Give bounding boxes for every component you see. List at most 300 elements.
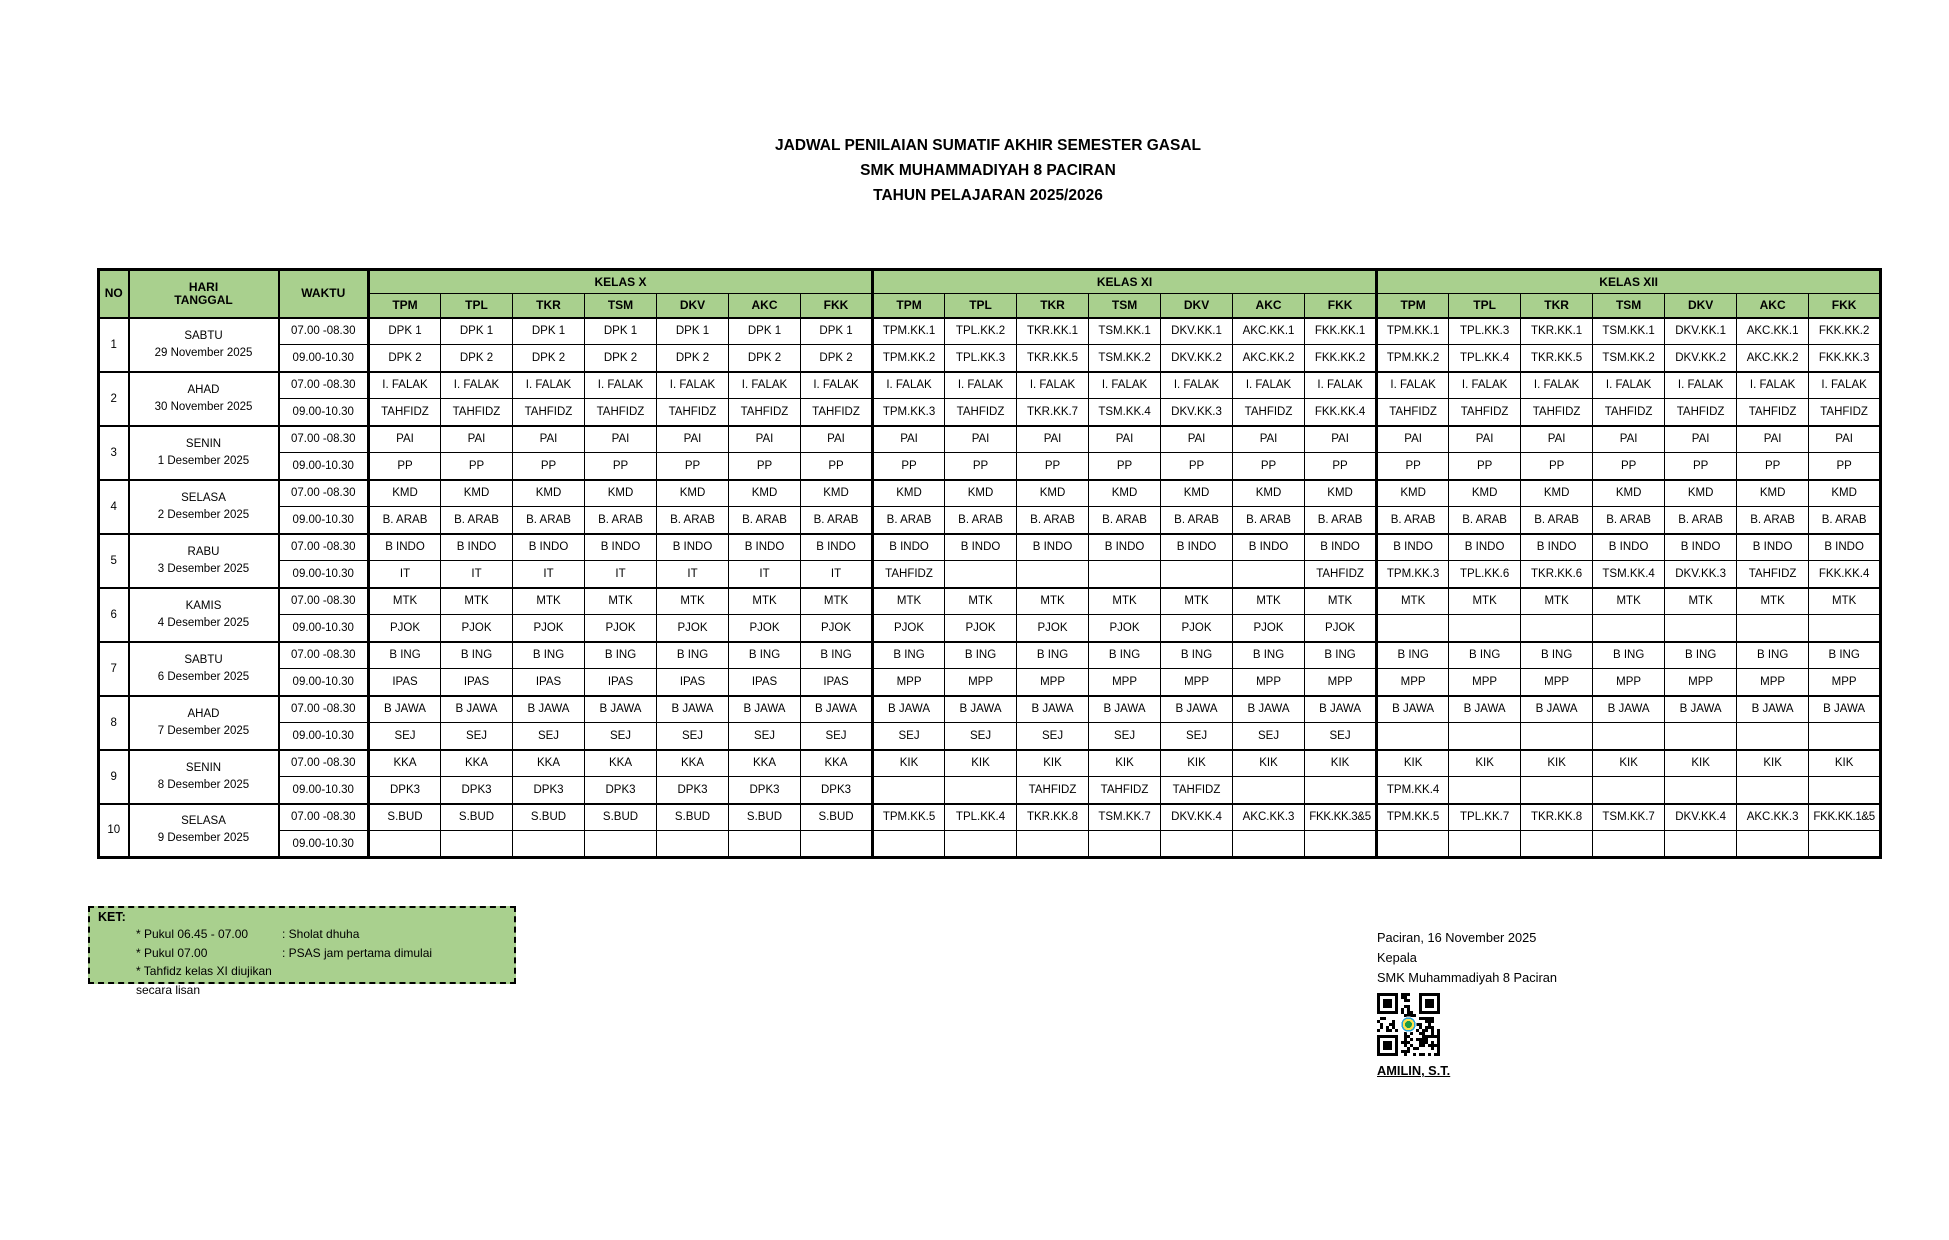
schedule-cell: MTK (1665, 588, 1737, 615)
schedule-cell: DKV.KK.2 (1161, 345, 1233, 372)
schedule-cell: TAHFIDZ (1809, 399, 1881, 426)
schedule-cell: PP (1089, 453, 1161, 480)
schedule-cell: B INDO (801, 534, 873, 561)
time-cell: 07.00 -08.30 (279, 426, 369, 453)
schedule-body (99, 318, 1881, 858)
group-header-kelas-xi: KELAS XI (873, 270, 1377, 294)
schedule-cell: DPK3 (441, 777, 513, 804)
schedule-cell: MTK (945, 588, 1017, 615)
schedule-cell: PJOK (1233, 615, 1305, 642)
schedule-cell: B. ARAB (873, 507, 945, 534)
schedule-cell (1233, 777, 1305, 804)
legend-item-label: * Pukul 07.00 (136, 945, 208, 960)
schedule-cell: B JAWA (1305, 696, 1377, 723)
schedule-cell (1593, 615, 1665, 642)
schedule-cell: PJOK (1161, 615, 1233, 642)
schedule-cell: B JAWA (441, 696, 513, 723)
schedule-cell (1737, 615, 1809, 642)
schedule-cell: TKR.KK.1 (1521, 318, 1593, 345)
schedule-cell: TSM.KK.7 (1593, 804, 1665, 831)
schedule-cell: TPM.KK.1 (1377, 318, 1449, 345)
schedule-cell (1665, 777, 1737, 804)
schedule-cell: KMD (513, 480, 585, 507)
schedule-cell: MTK (369, 588, 441, 615)
schedule-cell: B JAWA (1161, 696, 1233, 723)
schedule-cell: PAI (1161, 426, 1233, 453)
time-cell: 09.00-10.30 (279, 453, 369, 480)
schedule-cell: PP (729, 453, 801, 480)
legend-item-label: * Tahfidz kelas XI diujikan secara lisan (136, 964, 272, 997)
schedule-cell (1017, 561, 1089, 588)
schedule-cell: TPM.KK.2 (873, 345, 945, 372)
schedule-cell: MPP (1377, 669, 1449, 696)
schedule-cell: B JAWA (369, 696, 441, 723)
schedule-cell: B INDO (1161, 534, 1233, 561)
schedule-cell: KMD (1449, 480, 1521, 507)
schedule-cell: B. ARAB (441, 507, 513, 534)
schedule-cell: SEJ (1089, 723, 1161, 750)
header-time: WAKTU (279, 270, 369, 318)
schedule-cell: B. ARAB (1521, 507, 1593, 534)
schedule-cell: AKC.KK.2 (1233, 345, 1305, 372)
schedule-cell: SEJ (1017, 723, 1089, 750)
row-number: 8 (99, 696, 129, 750)
schedule-cell: B. ARAB (1449, 507, 1521, 534)
schedule-cell (1377, 615, 1449, 642)
schedule-cell (945, 777, 1017, 804)
schedule-cell: B ING (729, 642, 801, 669)
schedule-cell: KMD (369, 480, 441, 507)
row-number: 4 (99, 480, 129, 534)
schedule-cell: B ING (1233, 642, 1305, 669)
schedule-cell: KMD (1521, 480, 1593, 507)
schedule-cell: IT (441, 561, 513, 588)
schedule-cell: PAI (1665, 426, 1737, 453)
schedule-cell: TAHFIDZ (801, 399, 873, 426)
schedule-cell: B INDO (513, 534, 585, 561)
schedule-cell: PAI (1449, 426, 1521, 453)
schedule-cell: KMD (945, 480, 1017, 507)
schedule-cell: KIK (1809, 750, 1881, 777)
schedule-cell: B ING (1017, 642, 1089, 669)
schedule-cell (1161, 561, 1233, 588)
schedule-cell: B ING (513, 642, 585, 669)
schedule-cell: PAI (1737, 426, 1809, 453)
schedule-cell: MPP (1017, 669, 1089, 696)
schedule-cell: I. FALAK (1809, 372, 1881, 399)
schedule-cell: TSM.KK.1 (1089, 318, 1161, 345)
schedule-cell: IT (369, 561, 441, 588)
schedule-cell: KIK (1737, 750, 1809, 777)
schedule-cell: MTK (1017, 588, 1089, 615)
schedule-cell: PP (1593, 453, 1665, 480)
schedule-cell: S.BUD (513, 804, 585, 831)
schedule-cell: I. FALAK (1017, 372, 1089, 399)
column-header-tpm: TPM (873, 294, 945, 318)
schedule-cell: DKV.KK.3 (1665, 561, 1737, 588)
title-line-1: JADWAL PENILAIAN SUMATIF AKHIR SEMESTER GASAL (775, 137, 1201, 154)
schedule-cell: SEJ (945, 723, 1017, 750)
schedule-cell: B JAWA (1017, 696, 1089, 723)
schedule-cell: PP (873, 453, 945, 480)
schedule-cell: B INDO (729, 534, 801, 561)
day-date: 8 Desember 2025 (157, 778, 250, 791)
schedule-cell: TSM.KK.2 (1593, 345, 1665, 372)
schedule-cell (441, 831, 513, 858)
schedule-cell: KMD (1809, 480, 1881, 507)
day-date-cell (129, 750, 279, 804)
schedule-cell: PP (1017, 453, 1089, 480)
schedule-cell: TAHFIDZ (729, 399, 801, 426)
schedule-cell: B JAWA (801, 696, 873, 723)
schedule-cell (1377, 831, 1449, 858)
schedule-cell: MPP (873, 669, 945, 696)
schedule-cell: TAHFIDZ (1233, 399, 1305, 426)
legend-title: KET: (98, 910, 126, 924)
schedule-cell (1809, 615, 1881, 642)
column-header-tkr: TKR (513, 294, 585, 318)
day-date: 2 Desember 2025 (157, 508, 250, 521)
schedule-cell: PAI (1377, 426, 1449, 453)
schedule-cell: PP (1521, 453, 1593, 480)
schedule-cell: PAI (369, 426, 441, 453)
schedule-cell: TKR.KK.8 (1017, 804, 1089, 831)
header-day-date (129, 270, 279, 318)
schedule-cell (657, 831, 729, 858)
schedule-cell: B. ARAB (1305, 507, 1377, 534)
schedule-cell: DPK3 (801, 777, 873, 804)
schedule-cell: PAI (801, 426, 873, 453)
schedule-cell (1593, 777, 1665, 804)
day-date-cell (129, 426, 279, 480)
schedule-cell: I. FALAK (1449, 372, 1521, 399)
schedule-cell (873, 777, 945, 804)
schedule-cell: PP (1161, 453, 1233, 480)
schedule-cell: TPM.KK.5 (1377, 804, 1449, 831)
schedule-cell: DPK3 (729, 777, 801, 804)
schedule-cell: TAHFIDZ (1593, 399, 1665, 426)
schedule-cell: AKC.KK.1 (1737, 318, 1809, 345)
schedule-cell: PP (1233, 453, 1305, 480)
schedule-cell: PP (945, 453, 1017, 480)
schedule-cell: PJOK (801, 615, 873, 642)
schedule-cell: PP (585, 453, 657, 480)
schedule-cell: FKK.KK.3 (1809, 345, 1881, 372)
schedule-cell: FKK.KK.3&5 (1305, 804, 1377, 831)
schedule-cell: MTK (1593, 588, 1665, 615)
day-date: 7 Desember 2025 (157, 724, 250, 737)
schedule-cell: B INDO (1737, 534, 1809, 561)
schedule-cell: KMD (1017, 480, 1089, 507)
schedule-cell: SEJ (1233, 723, 1305, 750)
column-header-fkk: FKK (801, 294, 873, 318)
schedule-cell: DPK 1 (585, 318, 657, 345)
schedule-cell: TPM.KK.2 (1377, 345, 1449, 372)
qr-code-icon (1377, 993, 1440, 1056)
schedule-cell: SEJ (1305, 723, 1377, 750)
schedule-cell (1089, 561, 1161, 588)
schedule-cell: B ING (801, 642, 873, 669)
schedule-cell: B ING (945, 642, 1017, 669)
schedule-cell (1593, 723, 1665, 750)
schedule-cell: B. ARAB (585, 507, 657, 534)
schedule-cell: B JAWA (1233, 696, 1305, 723)
schedule-cell (1161, 831, 1233, 858)
schedule-cell: KIK (1161, 750, 1233, 777)
time-cell: 07.00 -08.30 (279, 534, 369, 561)
schedule-cell: I. FALAK (945, 372, 1017, 399)
schedule-cell: B. ARAB (729, 507, 801, 534)
schedule-cell: B JAWA (1593, 696, 1665, 723)
schedule-cell: PP (657, 453, 729, 480)
schedule-cell: TAHFIDZ (1089, 777, 1161, 804)
schedule-cell: B INDO (945, 534, 1017, 561)
schedule-cell: PP (441, 453, 513, 480)
schedule-cell: TKR.KK.7 (1017, 399, 1089, 426)
schedule-cell (945, 831, 1017, 858)
day-date-cell (129, 696, 279, 750)
title-line-3: TAHUN PELAJARAN 2025/2026 (873, 187, 1103, 204)
schedule-cell (1305, 777, 1377, 804)
schedule-cell: B JAWA (657, 696, 729, 723)
row-number: 6 (99, 588, 129, 642)
schedule-cell: PP (1737, 453, 1809, 480)
day-date-cell (129, 588, 279, 642)
row-number: 2 (99, 372, 129, 426)
schedule-cell: KIK (1233, 750, 1305, 777)
schedule-cell: B ING (1449, 642, 1521, 669)
schedule-cell: TKR.KK.8 (1521, 804, 1593, 831)
schedule-cell: KIK (873, 750, 945, 777)
schedule-cell: I. FALAK (1233, 372, 1305, 399)
schedule-cell: B. ARAB (1017, 507, 1089, 534)
schedule-cell: I. FALAK (873, 372, 945, 399)
schedule-cell: I. FALAK (1161, 372, 1233, 399)
schedule-cell: KIK (1593, 750, 1665, 777)
time-cell: 09.00-10.30 (279, 723, 369, 750)
schedule-cell: KKA (585, 750, 657, 777)
schedule-cell: I. FALAK (1089, 372, 1161, 399)
legend-item-desc: : Sholat dhuha (282, 927, 360, 941)
schedule-cell: TSM.KK.2 (1089, 345, 1161, 372)
schedule-cell: SEJ (873, 723, 945, 750)
schedule-cell: PJOK (657, 615, 729, 642)
schedule-cell: B INDO (657, 534, 729, 561)
schedule-cell: PAI (1305, 426, 1377, 453)
schedule-cell (1449, 777, 1521, 804)
schedule-cell (1377, 723, 1449, 750)
schedule-cell: MTK (441, 588, 513, 615)
schedule-cell: TPL.KK.4 (945, 804, 1017, 831)
row-number: 3 (99, 426, 129, 480)
schedule-cell: SEJ (1161, 723, 1233, 750)
schedule-cell: MPP (1521, 669, 1593, 696)
schedule-cell: KMD (1233, 480, 1305, 507)
schedule-cell (1665, 723, 1737, 750)
schedule-cell: PJOK (1017, 615, 1089, 642)
signature-block (1377, 928, 1557, 1081)
schedule-cell: TAHFIDZ (513, 399, 585, 426)
schedule-cell: TAHFIDZ (369, 399, 441, 426)
schedule-cell: MTK (1161, 588, 1233, 615)
schedule-cell: PAI (1809, 426, 1881, 453)
day-name: SENIN (185, 761, 222, 774)
schedule-cell: PP (369, 453, 441, 480)
schedule-cell: B JAWA (1665, 696, 1737, 723)
schedule-cell: DPK3 (585, 777, 657, 804)
schedule-cell: KIK (1449, 750, 1521, 777)
schedule-cell: PJOK (945, 615, 1017, 642)
schedule-cell (1089, 831, 1161, 858)
schedule-cell (1017, 831, 1089, 858)
schedule-cell: KMD (801, 480, 873, 507)
schedule-cell: B. ARAB (945, 507, 1017, 534)
schedule-cell: PJOK (369, 615, 441, 642)
legend-item-desc (282, 962, 506, 999)
schedule-cell: PAI (1593, 426, 1665, 453)
schedule-cell: I. FALAK (1377, 372, 1449, 399)
schedule-cell: KKA (657, 750, 729, 777)
schedule-cell: TAHFIDZ (1377, 399, 1449, 426)
schedule-cell: B ING (1377, 642, 1449, 669)
schedule-cell: DPK 1 (513, 318, 585, 345)
schedule-cell: MTK (513, 588, 585, 615)
schedule-cell: KKA (369, 750, 441, 777)
column-header-tkr: TKR (1017, 294, 1089, 318)
schedule-cell: B JAWA (1809, 696, 1881, 723)
schedule-cell: TPM.KK.3 (873, 399, 945, 426)
schedule-cell: B INDO (1593, 534, 1665, 561)
column-header-tpm: TPM (369, 294, 441, 318)
schedule-cell: TKR.KK.5 (1521, 345, 1593, 372)
schedule-cell: KKA (801, 750, 873, 777)
schedule-cell: SEJ (801, 723, 873, 750)
schedule-cell: AKC.KK.1 (1233, 318, 1305, 345)
schedule-cell: KIK (1665, 750, 1737, 777)
column-header-akc: AKC (729, 294, 801, 318)
schedule-cell: B. ARAB (801, 507, 873, 534)
schedule-cell: TSM.KK.1 (1593, 318, 1665, 345)
legend-item (136, 944, 506, 963)
schedule-cell: I. FALAK (1593, 372, 1665, 399)
schedule-cell: TKR.KK.6 (1521, 561, 1593, 588)
schedule-cell: S.BUD (729, 804, 801, 831)
column-header-dkv: DKV (657, 294, 729, 318)
schedule-cell: SEJ (729, 723, 801, 750)
schedule-cell: TAHFIDZ (1161, 777, 1233, 804)
schedule-cell: MPP (1305, 669, 1377, 696)
time-cell: 07.00 -08.30 (279, 318, 369, 345)
schedule-cell: FKK.KK.1&5 (1809, 804, 1881, 831)
schedule-cell: DPK 1 (801, 318, 873, 345)
schedule-cell: I. FALAK (1521, 372, 1593, 399)
schedule-cell: B INDO (1809, 534, 1881, 561)
schedule-cell: DPK 2 (729, 345, 801, 372)
row-number: 9 (99, 750, 129, 804)
day-name: SENIN (185, 437, 222, 450)
schedule-cell: MPP (1737, 669, 1809, 696)
schedule-cell: KMD (1593, 480, 1665, 507)
schedule-cell: DPK 2 (513, 345, 585, 372)
time-cell: 07.00 -08.30 (279, 642, 369, 669)
schedule-cell: KMD (1737, 480, 1809, 507)
signature-role: Kepala (1377, 950, 1417, 965)
schedule-cell: KMD (585, 480, 657, 507)
schedule-cell: KMD (1161, 480, 1233, 507)
header-no: NO (99, 270, 129, 318)
schedule-cell: B. ARAB (1161, 507, 1233, 534)
schedule-cell: IPAS (801, 669, 873, 696)
schedule-cell: PJOK (585, 615, 657, 642)
schedule-cell: MTK (1377, 588, 1449, 615)
schedule-cell: FKK.KK.1 (1305, 318, 1377, 345)
schedule-cell: B ING (1089, 642, 1161, 669)
signature-name: AMILIN, S.T. (1377, 1063, 1451, 1078)
schedule-cell: TAHFIDZ (657, 399, 729, 426)
day-date: 1 Desember 2025 (157, 454, 250, 467)
schedule-cell (1233, 561, 1305, 588)
schedule-cell: TKR.KK.1 (1017, 318, 1089, 345)
schedule-cell: PAI (729, 426, 801, 453)
schedule-cell (945, 561, 1017, 588)
schedule-cell: MTK (873, 588, 945, 615)
schedule-cell: TSM.KK.7 (1089, 804, 1161, 831)
schedule-cell: KMD (873, 480, 945, 507)
schedule-cell: TAHFIDZ (1017, 777, 1089, 804)
column-header-tsm: TSM (1593, 294, 1665, 318)
schedule-cell: IPAS (657, 669, 729, 696)
schedule-cell: IT (729, 561, 801, 588)
schedule-cell: B INDO (1233, 534, 1305, 561)
schedule-cell: B ING (441, 642, 513, 669)
schedule-cell (729, 831, 801, 858)
schedule-cell: DKV.KK.1 (1161, 318, 1233, 345)
schedule-cell (1809, 723, 1881, 750)
schedule-cell: KKA (441, 750, 513, 777)
schedule-cell: MTK (585, 588, 657, 615)
schedule-cell (1593, 831, 1665, 858)
signature-place-date: Paciran, 16 November 2025 (1377, 930, 1537, 945)
schedule-cell: TPL.KK.7 (1449, 804, 1521, 831)
schedule-cell: B JAWA (585, 696, 657, 723)
schedule-cell: B. ARAB (513, 507, 585, 534)
schedule-cell: I. FALAK (1737, 372, 1809, 399)
column-header-tsm: TSM (585, 294, 657, 318)
schedule-cell: MTK (1809, 588, 1881, 615)
schedule-cell: KMD (441, 480, 513, 507)
day-date: 3 Desember 2025 (157, 562, 250, 575)
schedule-cell: MTK (1305, 588, 1377, 615)
schedule-cell: TAHFIDZ (945, 399, 1017, 426)
schedule-cell: S.BUD (801, 804, 873, 831)
schedule-cell: B. ARAB (1809, 507, 1881, 534)
legend-items (98, 925, 506, 999)
schedule-cell: FKK.KK.2 (1809, 318, 1881, 345)
schedule-cell: B INDO (1449, 534, 1521, 561)
signature-org: SMK Muhammadiyah 8 Paciran (1377, 970, 1557, 985)
schedule-cell: KMD (1305, 480, 1377, 507)
time-cell: 07.00 -08.30 (279, 804, 369, 831)
schedule-cell: MPP (1665, 669, 1737, 696)
schedule-cell: I. FALAK (657, 372, 729, 399)
schedule-cell: B. ARAB (369, 507, 441, 534)
schedule-cell: FKK.KK.4 (1305, 399, 1377, 426)
schedule-cell (1449, 723, 1521, 750)
schedule-cell: KMD (1665, 480, 1737, 507)
schedule-cell: DPK3 (369, 777, 441, 804)
schedule-cell: TPL.KK.3 (945, 345, 1017, 372)
schedule-cell: PP (1305, 453, 1377, 480)
